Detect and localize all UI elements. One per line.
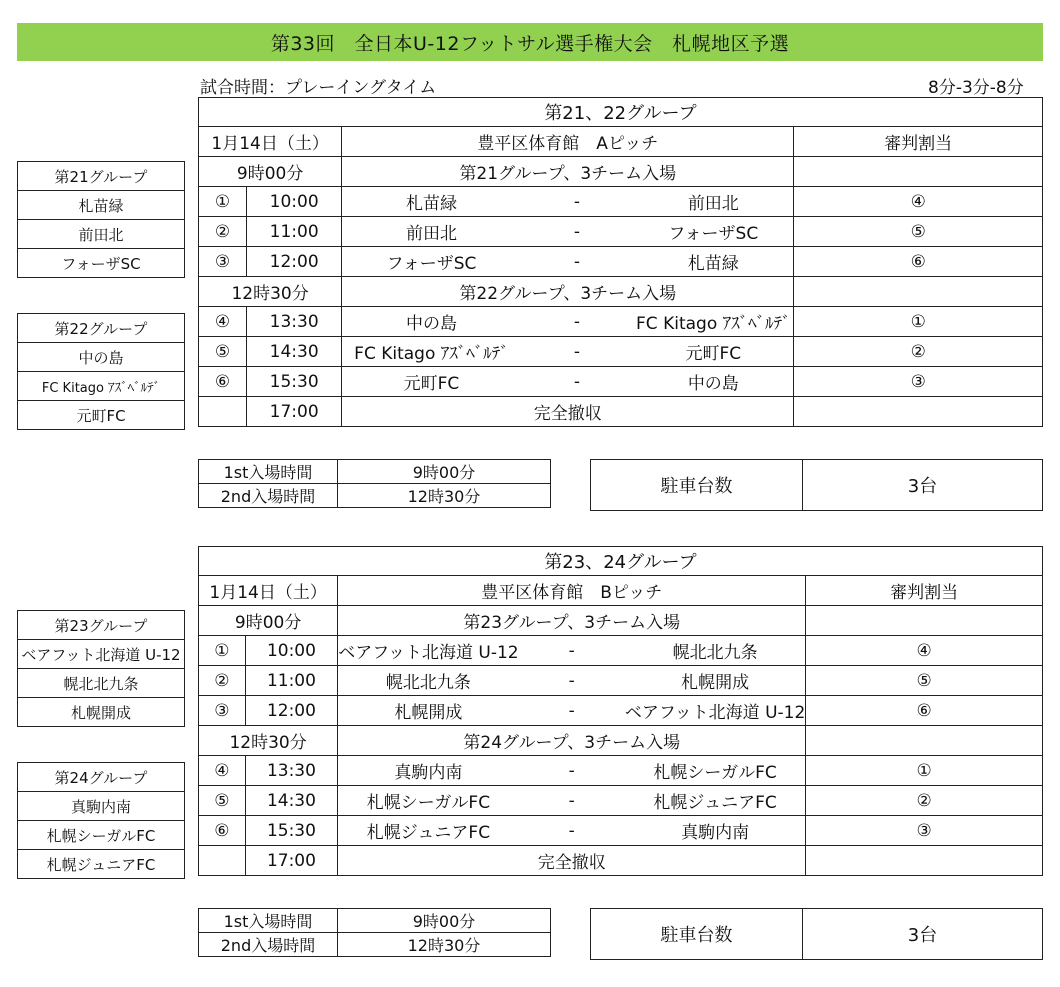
entry-text: 第21グループ、3チーム入場 bbox=[342, 157, 794, 187]
entry-value: 9時00分 bbox=[338, 909, 551, 933]
home-team: 札幌開成 bbox=[338, 696, 519, 726]
entry-value: 12時30分 bbox=[338, 933, 551, 957]
match-time: 12:00 bbox=[247, 247, 342, 277]
rule-time: 8分-3分-8分 bbox=[928, 78, 1024, 98]
team-name: ベアフット北海道 U-12 bbox=[18, 640, 185, 669]
match-time: 12:00 bbox=[245, 696, 338, 726]
home-team: 真駒内南 bbox=[338, 756, 519, 786]
entry-text: 第24グループ、3チーム入場 bbox=[338, 726, 806, 756]
close-referee bbox=[806, 846, 1043, 876]
referee-assignment: ③ bbox=[806, 816, 1043, 846]
close-referee bbox=[794, 397, 1043, 427]
match-number: ① bbox=[199, 636, 246, 666]
match-rule bbox=[200, 73, 1024, 98]
date-cell: 1月14日（土） bbox=[199, 576, 338, 606]
close-time: 17:00 bbox=[247, 397, 342, 427]
match-time: 14:30 bbox=[247, 337, 342, 367]
team-name: 札苗緑 bbox=[18, 191, 185, 220]
entry-row bbox=[199, 726, 1043, 756]
match-time: 13:30 bbox=[245, 756, 338, 786]
away-team: 札幌開成 bbox=[625, 666, 806, 696]
referee-cell bbox=[806, 606, 1043, 636]
away-team: FC Kitago ｱｽﾞﾍﾞﾙﾃﾞ bbox=[633, 307, 794, 337]
schedule-table bbox=[198, 97, 1043, 427]
parking-table bbox=[590, 459, 1043, 511]
group-team-list bbox=[17, 161, 185, 278]
versus-dash: - bbox=[521, 367, 634, 397]
entry-value: 9時00分 bbox=[338, 460, 551, 484]
venue-cell: 豊平区体育館 Bピッチ bbox=[338, 576, 806, 606]
match-row bbox=[199, 636, 1043, 666]
match-number: ② bbox=[199, 217, 247, 247]
entry-time-table bbox=[198, 459, 551, 508]
away-team: 真駒内南 bbox=[625, 816, 806, 846]
versus-dash: - bbox=[519, 816, 625, 846]
away-team: フォーザSC bbox=[633, 217, 794, 247]
match-number: ② bbox=[199, 666, 246, 696]
match-row bbox=[199, 307, 1043, 337]
home-team: 前田北 bbox=[342, 217, 521, 247]
referee-cell bbox=[806, 726, 1043, 756]
match-number: ③ bbox=[199, 696, 246, 726]
referee-header: 審判割当 bbox=[806, 576, 1043, 606]
team-name: 前田北 bbox=[18, 220, 185, 249]
rule-label: 試合時間：プレーイングタイム bbox=[200, 78, 437, 98]
match-number: ④ bbox=[199, 307, 247, 337]
parking-label: 駐車台数 bbox=[591, 460, 803, 511]
entry-time: 12時30分 bbox=[199, 726, 338, 756]
team-name: 札幌開成 bbox=[18, 698, 185, 727]
away-team: ベアフット北海道 U-12 bbox=[625, 696, 806, 726]
team-name: 元町FC bbox=[18, 401, 185, 430]
team-name: フォーザSC bbox=[18, 249, 185, 278]
match-number: ③ bbox=[199, 247, 247, 277]
entry-text: 第23グループ、3チーム入場 bbox=[338, 606, 806, 636]
entry-row bbox=[199, 606, 1043, 636]
entry-text: 第22グループ、3チーム入場 bbox=[342, 277, 794, 307]
entry-time-table bbox=[198, 908, 551, 957]
parking-value: 3台 bbox=[803, 460, 1043, 511]
entry-label: 1st入場時間 bbox=[199, 909, 338, 933]
entry-row bbox=[199, 157, 1043, 187]
group-team-list bbox=[17, 610, 185, 727]
versus-dash: - bbox=[521, 217, 634, 247]
versus-dash: - bbox=[519, 786, 625, 816]
referee-assignment: ⑤ bbox=[806, 666, 1043, 696]
match-number: ⑤ bbox=[199, 786, 246, 816]
entry-value: 12時30分 bbox=[338, 484, 551, 508]
match-number: ④ bbox=[199, 756, 246, 786]
home-team: 札幌ジュニアFC bbox=[338, 816, 519, 846]
home-team: フォーザSC bbox=[342, 247, 521, 277]
match-number: ⑤ bbox=[199, 337, 247, 367]
away-team: 幌北北九条 bbox=[625, 636, 806, 666]
home-team: FC Kitago ｱｽﾞﾍﾞﾙﾃﾞ bbox=[342, 337, 521, 367]
entry-row bbox=[199, 277, 1043, 307]
referee-assignment: ① bbox=[794, 307, 1043, 337]
entry-label: 2nd入場時間 bbox=[199, 484, 338, 508]
match-row bbox=[199, 666, 1043, 696]
entry-label: 1st入場時間 bbox=[199, 460, 338, 484]
match-number: ⑥ bbox=[199, 367, 247, 397]
parking-table bbox=[590, 908, 1043, 960]
schedule-table bbox=[198, 546, 1043, 876]
parking-label: 駐車台数 bbox=[591, 909, 803, 960]
venue-cell: 豊平区体育館 Aピッチ bbox=[342, 127, 794, 157]
match-row bbox=[199, 786, 1043, 816]
close-row bbox=[199, 846, 1043, 876]
close-row bbox=[199, 397, 1043, 427]
versus-dash: - bbox=[519, 756, 625, 786]
page-title: 第33回 全日本U-12フットサル選手権大会 札幌地区予選 bbox=[17, 23, 1043, 61]
match-time: 11:00 bbox=[245, 666, 338, 696]
entry-time: 12時30分 bbox=[199, 277, 342, 307]
referee-assignment: ④ bbox=[794, 187, 1043, 217]
section-header: 第21、22グループ bbox=[199, 98, 1043, 127]
match-row bbox=[199, 337, 1043, 367]
away-team: 元町FC bbox=[633, 337, 794, 367]
home-team: 札幌シーガルFC bbox=[338, 786, 519, 816]
away-team: 札苗緑 bbox=[633, 247, 794, 277]
group-team-list bbox=[17, 762, 185, 879]
team-name: 幌北北九条 bbox=[18, 669, 185, 698]
match-row bbox=[199, 696, 1043, 726]
close-time: 17:00 bbox=[245, 846, 338, 876]
group-label: 第24グループ bbox=[18, 763, 185, 792]
referee-assignment: ⑥ bbox=[806, 696, 1043, 726]
close-text: 完全撤収 bbox=[342, 397, 794, 427]
team-name: 札幌シーガルFC bbox=[18, 821, 185, 850]
entry-time: 9時00分 bbox=[199, 157, 342, 187]
versus-dash: - bbox=[519, 696, 625, 726]
match-time: 11:00 bbox=[247, 217, 342, 247]
close-number bbox=[199, 397, 247, 427]
away-team: 札幌ジュニアFC bbox=[625, 786, 806, 816]
group-team-list bbox=[17, 313, 185, 430]
match-time: 14:30 bbox=[245, 786, 338, 816]
versus-dash: - bbox=[521, 247, 634, 277]
match-time: 15:30 bbox=[247, 367, 342, 397]
referee-assignment: ② bbox=[806, 786, 1043, 816]
match-row bbox=[199, 816, 1043, 846]
versus-dash: - bbox=[521, 187, 634, 217]
away-team: 札幌シーガルFC bbox=[625, 756, 806, 786]
team-name: FC Kitago ｱｽﾞﾍﾞﾙﾃﾞ bbox=[18, 372, 185, 401]
referee-cell bbox=[794, 157, 1043, 187]
versus-dash: - bbox=[519, 666, 625, 696]
section-header: 第23、24グループ bbox=[199, 547, 1043, 576]
referee-assignment: ⑥ bbox=[794, 247, 1043, 277]
home-team: ベアフット北海道 U-12 bbox=[338, 636, 519, 666]
referee-assignment: ⑤ bbox=[794, 217, 1043, 247]
parking-value: 3台 bbox=[803, 909, 1043, 960]
entry-time: 9時00分 bbox=[199, 606, 338, 636]
referee-cell bbox=[794, 277, 1043, 307]
group-label: 第22グループ bbox=[18, 314, 185, 343]
team-name: 真駒内南 bbox=[18, 792, 185, 821]
match-time: 15:30 bbox=[245, 816, 338, 846]
away-team: 中の島 bbox=[633, 367, 794, 397]
entry-label: 2nd入場時間 bbox=[199, 933, 338, 957]
referee-header: 審判割当 bbox=[794, 127, 1043, 157]
match-row bbox=[199, 187, 1043, 217]
close-text: 完全撤収 bbox=[338, 846, 806, 876]
match-row bbox=[199, 367, 1043, 397]
group-label: 第23グループ bbox=[18, 611, 185, 640]
date-cell: 1月14日（土） bbox=[199, 127, 342, 157]
close-number bbox=[199, 846, 246, 876]
match-number: ⑥ bbox=[199, 816, 246, 846]
versus-dash: - bbox=[519, 636, 625, 666]
home-team: 札苗緑 bbox=[342, 187, 521, 217]
home-team: 幌北北九条 bbox=[338, 666, 519, 696]
referee-assignment: ① bbox=[806, 756, 1043, 786]
match-time: 10:00 bbox=[247, 187, 342, 217]
versus-dash: - bbox=[521, 307, 634, 337]
match-row bbox=[199, 247, 1043, 277]
match-number: ① bbox=[199, 187, 247, 217]
match-row bbox=[199, 217, 1043, 247]
match-row bbox=[199, 756, 1043, 786]
home-team: 元町FC bbox=[342, 367, 521, 397]
home-team: 中の島 bbox=[342, 307, 521, 337]
referee-assignment: ③ bbox=[794, 367, 1043, 397]
match-time: 13:30 bbox=[247, 307, 342, 337]
match-time: 10:00 bbox=[245, 636, 338, 666]
referee-assignment: ④ bbox=[806, 636, 1043, 666]
group-label: 第21グループ bbox=[18, 162, 185, 191]
team-name: 札幌ジュニアFC bbox=[18, 850, 185, 879]
team-name: 中の島 bbox=[18, 343, 185, 372]
away-team: 前田北 bbox=[633, 187, 794, 217]
versus-dash: - bbox=[521, 337, 634, 367]
referee-assignment: ② bbox=[794, 337, 1043, 367]
